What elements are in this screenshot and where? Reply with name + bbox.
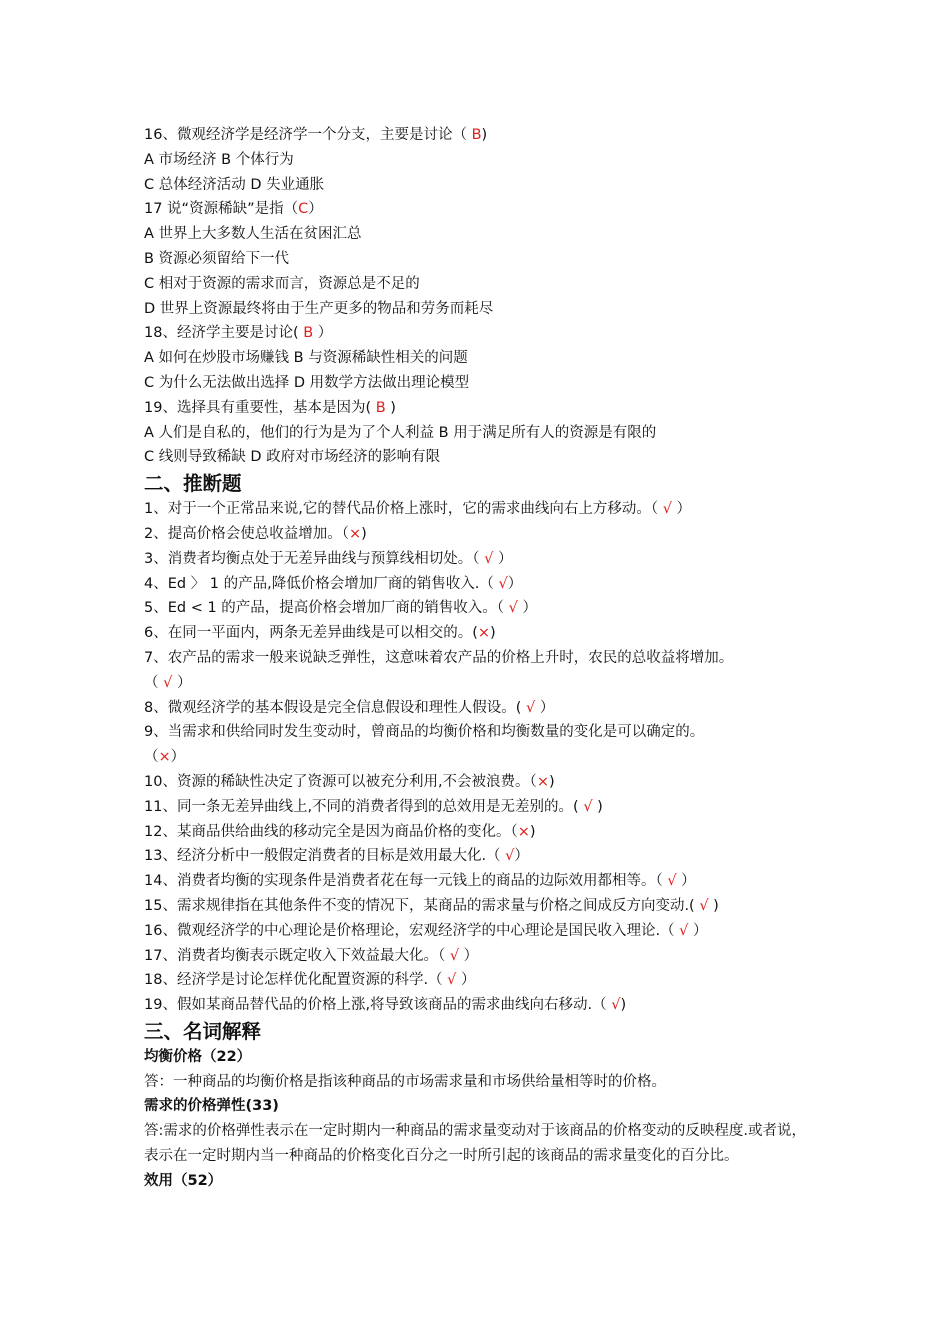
answer-mark: √ [526, 699, 536, 716]
term-answer-equilibrium-price: 答：一种商品的均衡价格是指该种商品的市场需求量和市场供给量相等时的价格。 [144, 1073, 666, 1090]
statement-line [144, 671, 834, 696]
line-closing: ) [708, 897, 719, 914]
answer-mark: √ [679, 922, 689, 939]
line-closing: ） [459, 947, 479, 964]
answer-mark: √ [667, 873, 677, 890]
answer-mark: B [471, 127, 482, 143]
line-closing: ） [308, 201, 323, 218]
line-closing: ） [688, 922, 708, 939]
answer-mark: C [298, 201, 309, 218]
answer-mark: √ [447, 972, 457, 989]
line-closing: ） [172, 674, 192, 691]
line-closing: ） [313, 325, 333, 342]
line-closing: ) [529, 823, 536, 840]
line-text: 17 说“资源稀缺”是指（ [144, 201, 299, 218]
statement-line [144, 919, 834, 944]
document-content [144, 123, 834, 1194]
statement-line [144, 596, 834, 621]
question-line [144, 421, 834, 446]
term-answer-price-elasticity: 答:需求的价格弹性表示在一定时期内一种商品的需求量变动对于该商品的价格变动的反映程度.或者说，表示在一定时期内当一种商品的价格变化百分之一时所引起的该商品的需求量变化的百分比。 [144, 1123, 806, 1165]
line-text: 12、某商品供给曲线的移动完全是因为商品价格的变化。（ [144, 823, 518, 840]
line-closing: ） [671, 501, 692, 518]
term-title-utility: 效用（52） [144, 1172, 223, 1189]
question-line [144, 445, 834, 470]
line-text: 19、假如某商品替代品的价格上涨,将导致该商品的需求曲线向右移动.（ [144, 997, 612, 1014]
statement-line [144, 547, 834, 572]
line-text: 18、经济学主要是讨论( [144, 325, 304, 342]
answer-mark: √ [505, 848, 515, 865]
answer-mark: × [158, 749, 171, 766]
line-text: 11、同一条无差异曲线上,不同的消费者得到的总效用是无差别的。( [144, 798, 584, 815]
line-text: A 人们是自私的，他们的行为是为了个人利益 B 用于满足所有人的资源是有限的 [144, 424, 657, 441]
section-title-judgment: 二、推断题 [144, 472, 242, 496]
line-closing: ） [517, 600, 538, 617]
line-closing: ） [676, 873, 696, 890]
statement-line [144, 844, 834, 869]
line-text: A 世界上大多数人生活在贫困汇总 [144, 226, 362, 243]
line-text: 9、当需求和供给同时发生变动时，曾商品的均衡价格和均衡数量的变化是可以确定的。 [144, 724, 705, 741]
statement-line [144, 572, 834, 597]
answer-mark: × [477, 625, 491, 642]
line-text: D 世界上资源最终将由于生产更多的物品和劳务而耗尽 [144, 300, 494, 317]
answer-mark: √ [508, 600, 518, 617]
true-false-list [144, 497, 834, 1018]
line-closing: ) [548, 773, 555, 790]
answer-mark: √ [662, 501, 672, 518]
question-line [144, 396, 834, 421]
line-closing: ） [493, 550, 513, 567]
term-title-equilibrium-price: 均衡价格（22） [144, 1048, 252, 1065]
statement-line [144, 497, 834, 522]
question-line [144, 123, 834, 148]
line-text: C 总体经济活动 D 失业通胀 [144, 176, 325, 193]
statement-line [144, 993, 834, 1018]
statement-line [144, 869, 834, 894]
line-text: （ [144, 749, 159, 766]
statement-line [144, 720, 834, 745]
line-closing: ) [490, 625, 496, 642]
statement-line [144, 522, 834, 547]
answer-mark: √ [699, 897, 709, 914]
line-text: C 相对于资源的需求而言，资源总是不足的 [144, 275, 420, 292]
answer-mark: √ [498, 575, 508, 592]
answer-mark: × [348, 525, 362, 542]
line-text: 19、选择具有重要性，基本是因为( [144, 399, 376, 416]
answer-mark: B [303, 325, 314, 342]
answer-mark: √ [484, 550, 494, 567]
section-title-definitions: 三、名词解释 [144, 1019, 262, 1043]
question-line [144, 222, 834, 247]
line-text: 4、Ed 〉 1 的产品,降低价格会增加厂商的销售收入.（ [144, 575, 499, 592]
line-text: 7、农产品的需求一般来说缺乏弹性，这意味着农产品的价格上升时，农民的总收益将增加。 [144, 649, 734, 666]
answer-mark: B [375, 399, 386, 416]
line-text: 18、经济学是讨论怎样优化配置资源的科学.（ [144, 972, 448, 989]
line-text: 2、提高价格会使总收益增加。（ [144, 525, 349, 542]
statement-line [144, 795, 834, 820]
line-text: 13、经济分析中一般假定消费者的目标是效用最大化.（ [144, 848, 506, 865]
statement-line [144, 968, 834, 993]
question-line [144, 173, 834, 198]
statement-line [144, 621, 834, 646]
line-text: 17、消费者均衡表示既定收入下效益最大化。（ [144, 947, 450, 964]
line-text: 10、资源的稀缺性决定了资源可以被充分利用,不会被浪费。（ [144, 773, 537, 790]
line-closing: ） [535, 699, 555, 716]
answer-mark: × [517, 823, 530, 840]
line-text: 3、消费者均衡点处于无差异曲线与预算线相切处。（ [144, 550, 485, 567]
line-text: A 如何在炒股市场赚钱 B 与资源稀缺性相关的问题 [144, 350, 468, 367]
question-line [144, 148, 834, 173]
multiple-choice-list [144, 123, 834, 470]
question-line [144, 346, 834, 371]
line-text: 14、消费者均衡的实现条件是消费者花在每一元钱上的商品的边际效用都相等。（ [144, 873, 668, 890]
statement-line [144, 770, 834, 795]
question-line [144, 272, 834, 297]
question-line [144, 247, 834, 272]
line-closing: ) [620, 997, 627, 1014]
answer-mark: √ [611, 997, 621, 1014]
answer-mark: √ [163, 674, 173, 691]
question-line [144, 297, 834, 322]
statement-line [144, 944, 834, 969]
question-line [144, 321, 834, 346]
term-title-price-elasticity: 需求的价格弹性(33) [144, 1098, 279, 1115]
line-text: 16、微观经济学的中心理论是价格理论，宏观经济学的中心理论是国民收入理论.（ [144, 922, 680, 939]
line-closing: ） [456, 972, 476, 989]
answer-mark: √ [449, 947, 460, 964]
line-text: （ [144, 674, 164, 691]
statement-line [144, 696, 834, 721]
statement-line [144, 820, 834, 845]
line-text: 6、在同一平面内，两条无差异曲线是可以相交的。( [144, 625, 478, 642]
line-text: 15、需求规律指在其他条件不变的情况下，某商品的需求量与价格之间成反方向变动.( [144, 897, 700, 914]
line-text: 8、微观经济学的基本假设是完全信息假设和理性人假设。( [144, 699, 526, 716]
line-text: C 线则导致稀缺 D 政府对市场经济的影响有限 [144, 449, 441, 466]
line-closing: ） [170, 749, 186, 766]
line-closing: ） [514, 848, 529, 865]
line-closing: ) [361, 525, 367, 542]
line-closing: ) [481, 127, 488, 143]
line-text: C 为什么无法做出选择 D 用数学方法做出理论模型 [144, 374, 470, 391]
statement-line [144, 894, 834, 919]
line-closing: ) [385, 399, 396, 416]
statement-line [144, 745, 834, 770]
answer-mark: × [536, 773, 549, 790]
question-line [144, 371, 834, 396]
line-text: 5、Ed < 1 的产品，提高价格会增加厂商的销售收入。（ [144, 600, 509, 617]
line-text: 1、对于一个正常品来说,它的替代品价格上涨时，它的需求曲线向右上方移动。（ [144, 501, 663, 518]
line-text: A 市场经济 B 个体行为 [144, 151, 294, 168]
answer-mark: √ [583, 798, 593, 815]
line-text: 16、微观经济学是经济学一个分支，主要是讨论（ [144, 127, 472, 143]
question-line [144, 197, 834, 222]
line-closing: ) [592, 798, 603, 815]
statement-line [144, 646, 834, 671]
line-text: B 资源必须留给下一代 [144, 250, 290, 267]
line-closing: ） [507, 575, 523, 592]
